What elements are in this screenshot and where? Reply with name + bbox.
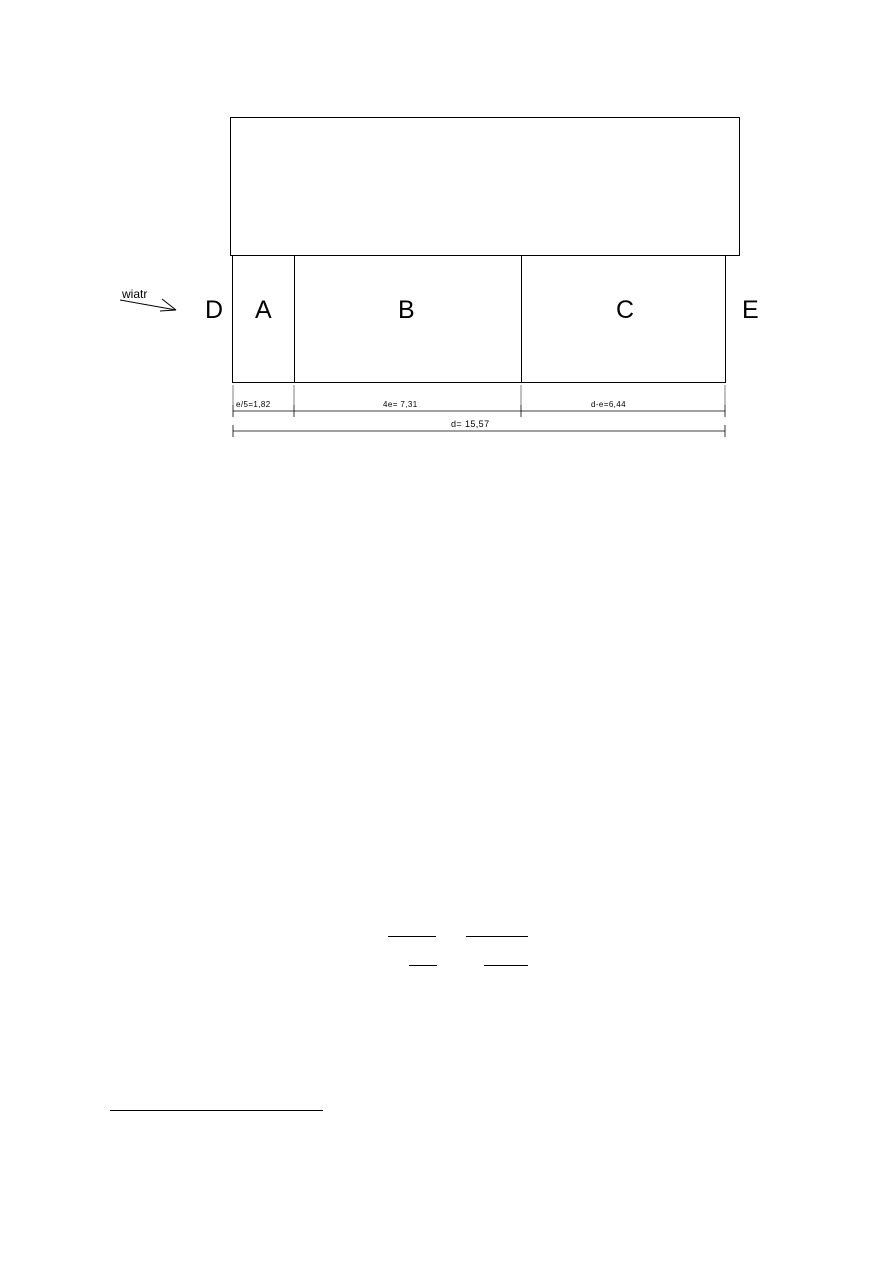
dimension-d-minus-e: d-e=6,44 — [591, 400, 627, 409]
zone-label-e: E — [742, 296, 759, 324]
footnote-separator — [110, 1110, 323, 1111]
zone-divider-a-b — [294, 256, 295, 383]
zone-label-c: C — [616, 296, 635, 324]
zone-divider-b-c — [521, 256, 522, 383]
zone-label-b: B — [398, 296, 415, 324]
dimension-e-over-5: e/5=1,82 — [236, 400, 271, 409]
fraction-bar-3 — [409, 965, 437, 966]
fraction-bar-2 — [466, 936, 528, 937]
zone-label-a: A — [255, 296, 272, 324]
wind-label: wiatr — [122, 287, 148, 301]
wall-outline — [232, 256, 726, 383]
arrow-right-icon — [118, 296, 198, 318]
dimension-total-d: d= 15,57 — [451, 419, 490, 429]
roof-outline — [230, 117, 740, 256]
dimension-four-e-over-5: 4e= 7,31 — [383, 400, 418, 409]
fraction-bar-1 — [388, 936, 436, 937]
wind-zone-diagram — [0, 0, 893, 470]
zone-label-d: D — [205, 296, 224, 324]
fraction-bar-4 — [484, 965, 528, 966]
